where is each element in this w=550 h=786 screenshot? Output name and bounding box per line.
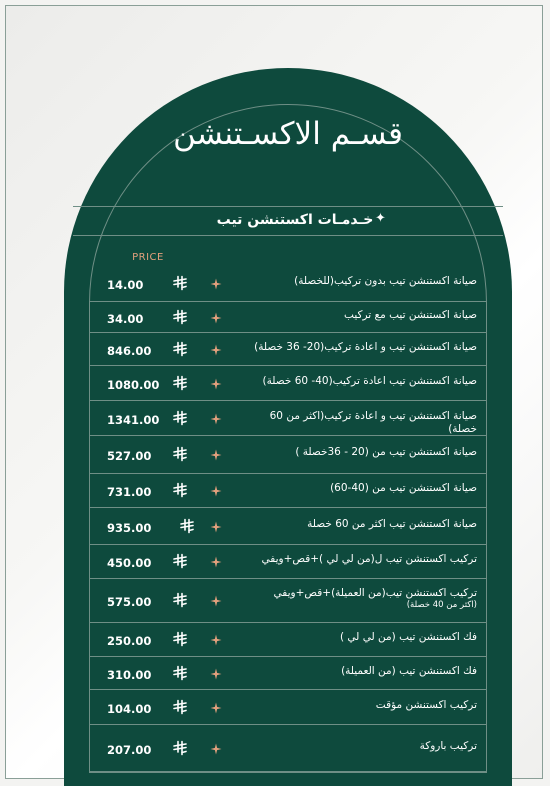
section-title: خـدمـات اكستنشن تيب bbox=[216, 212, 374, 228]
service-name-text: صيانة اكستنشن تيب اكثر من 60 خصلة bbox=[307, 518, 477, 530]
service-row bbox=[89, 657, 487, 690]
service-name-text: فك اكستنشن تيب (من لي لي ) bbox=[340, 631, 477, 643]
service-price: 104.00 bbox=[107, 702, 152, 716]
sparkle-star-icon bbox=[210, 375, 222, 387]
service-row bbox=[89, 436, 487, 474]
sparkle-star-icon bbox=[210, 631, 222, 643]
saudi-riyal-icon bbox=[172, 275, 188, 291]
sparkle-star-icon bbox=[210, 699, 222, 711]
sparkle-star-icon bbox=[210, 518, 222, 530]
service-name bbox=[242, 482, 477, 495]
service-name-text: تركيب اكستنشن تيب ل(من لي لي )+قص+ويفي bbox=[261, 553, 477, 565]
service-row bbox=[89, 366, 487, 401]
service-row bbox=[89, 545, 487, 579]
service-note: (اكثر من 40 خصلة) bbox=[406, 600, 477, 610]
service-price: 1080.00 bbox=[107, 378, 160, 392]
service-name bbox=[242, 553, 477, 566]
saudi-riyal-icon bbox=[172, 482, 188, 498]
service-name bbox=[242, 518, 477, 531]
service-name bbox=[242, 341, 477, 354]
service-name bbox=[242, 665, 477, 678]
service-price: 310.00 bbox=[107, 668, 152, 682]
sparkle-star-icon bbox=[210, 665, 222, 677]
service-name bbox=[242, 410, 477, 436]
saudi-riyal-icon bbox=[172, 665, 188, 681]
service-name bbox=[242, 375, 477, 388]
service-price: 731.00 bbox=[107, 485, 152, 499]
price-column-header: PRICE bbox=[132, 252, 164, 263]
service-price: 207.00 bbox=[107, 743, 152, 757]
service-name-text: تركيب اكستنشن تيب(من العميلة)+قص+ويفي bbox=[273, 587, 477, 599]
service-name-text: صيانة اكستنشن تيب اعادة تركيب(40- 60 خصلة) bbox=[262, 375, 477, 387]
saudi-riyal-icon bbox=[172, 309, 188, 325]
service-row bbox=[89, 623, 487, 657]
saudi-riyal-icon bbox=[172, 446, 188, 462]
saudi-riyal-icon bbox=[172, 699, 188, 715]
service-name bbox=[242, 631, 477, 644]
service-row bbox=[89, 579, 487, 623]
service-name bbox=[242, 740, 477, 753]
saudi-riyal-icon bbox=[179, 518, 195, 534]
service-name-text: صيانة اكستنشن تيب بدون تركيب(للخصلة) bbox=[294, 275, 477, 287]
service-price: 250.00 bbox=[107, 634, 152, 648]
sparkle-star-icon bbox=[210, 592, 222, 604]
saudi-riyal-icon bbox=[172, 592, 188, 608]
service-name-text: صيانة اكستنشن تيب و اعادة تركيب(اكثر من 60 خصلة) bbox=[269, 410, 477, 435]
service-price: 450.00 bbox=[107, 556, 152, 570]
service-price: 846.00 bbox=[107, 344, 152, 358]
service-row bbox=[89, 333, 487, 366]
service-row bbox=[89, 302, 487, 333]
sparkle-star-icon bbox=[210, 410, 222, 422]
saudi-riyal-icon bbox=[172, 375, 188, 391]
service-price: 575.00 bbox=[107, 595, 152, 609]
saudi-riyal-icon bbox=[172, 631, 188, 647]
service-price: 527.00 bbox=[107, 449, 152, 463]
sparkle-star-icon bbox=[210, 740, 222, 752]
service-row bbox=[89, 401, 487, 436]
sparkle-star-icon bbox=[210, 446, 222, 458]
service-name-text: صيانة اكستنشن تيب مع تركيب bbox=[344, 309, 477, 321]
section-star-icon: ✦ bbox=[375, 211, 386, 226]
service-name-text: صيانة اكستنشن تيب و اعادة تركيب(20- 36 خصلة) bbox=[254, 341, 477, 353]
service-row bbox=[89, 474, 487, 508]
sparkle-star-icon bbox=[210, 341, 222, 353]
sparkle-star-icon bbox=[210, 482, 222, 494]
service-name-text: تركيب باروكة bbox=[419, 740, 477, 752]
service-price: 935.00 bbox=[107, 521, 152, 535]
saudi-riyal-icon bbox=[172, 553, 188, 569]
service-row bbox=[89, 725, 487, 773]
service-name-text: صيانة اكستنشن تيب من (20 - 36خصلة ) bbox=[295, 446, 477, 458]
service-price: 34.00 bbox=[107, 312, 144, 326]
service-name bbox=[242, 587, 477, 611]
service-row bbox=[89, 266, 487, 302]
service-price: 1341.00 bbox=[107, 413, 160, 427]
service-name-text: تركيب اكستنشن مؤقت bbox=[375, 699, 477, 711]
service-name bbox=[242, 309, 477, 322]
service-name-text: صيانة اكستنشن تيب من (40-60) bbox=[330, 482, 477, 494]
service-name bbox=[242, 446, 477, 459]
sparkle-star-icon bbox=[210, 309, 222, 321]
saudi-riyal-icon bbox=[172, 410, 188, 426]
sparkle-star-icon bbox=[210, 275, 222, 287]
service-name-text: فك اكستنشن تيب (من العميلة) bbox=[341, 665, 477, 677]
service-name bbox=[242, 699, 477, 712]
sparkle-star-icon bbox=[210, 553, 222, 565]
service-price: 14.00 bbox=[107, 278, 144, 292]
saudi-riyal-icon bbox=[172, 341, 188, 357]
service-row bbox=[89, 690, 487, 725]
service-row bbox=[89, 508, 487, 545]
service-name bbox=[242, 275, 477, 288]
saudi-riyal-icon bbox=[172, 740, 188, 756]
page-title: قسـم الاكسـتنشن bbox=[173, 116, 403, 152]
